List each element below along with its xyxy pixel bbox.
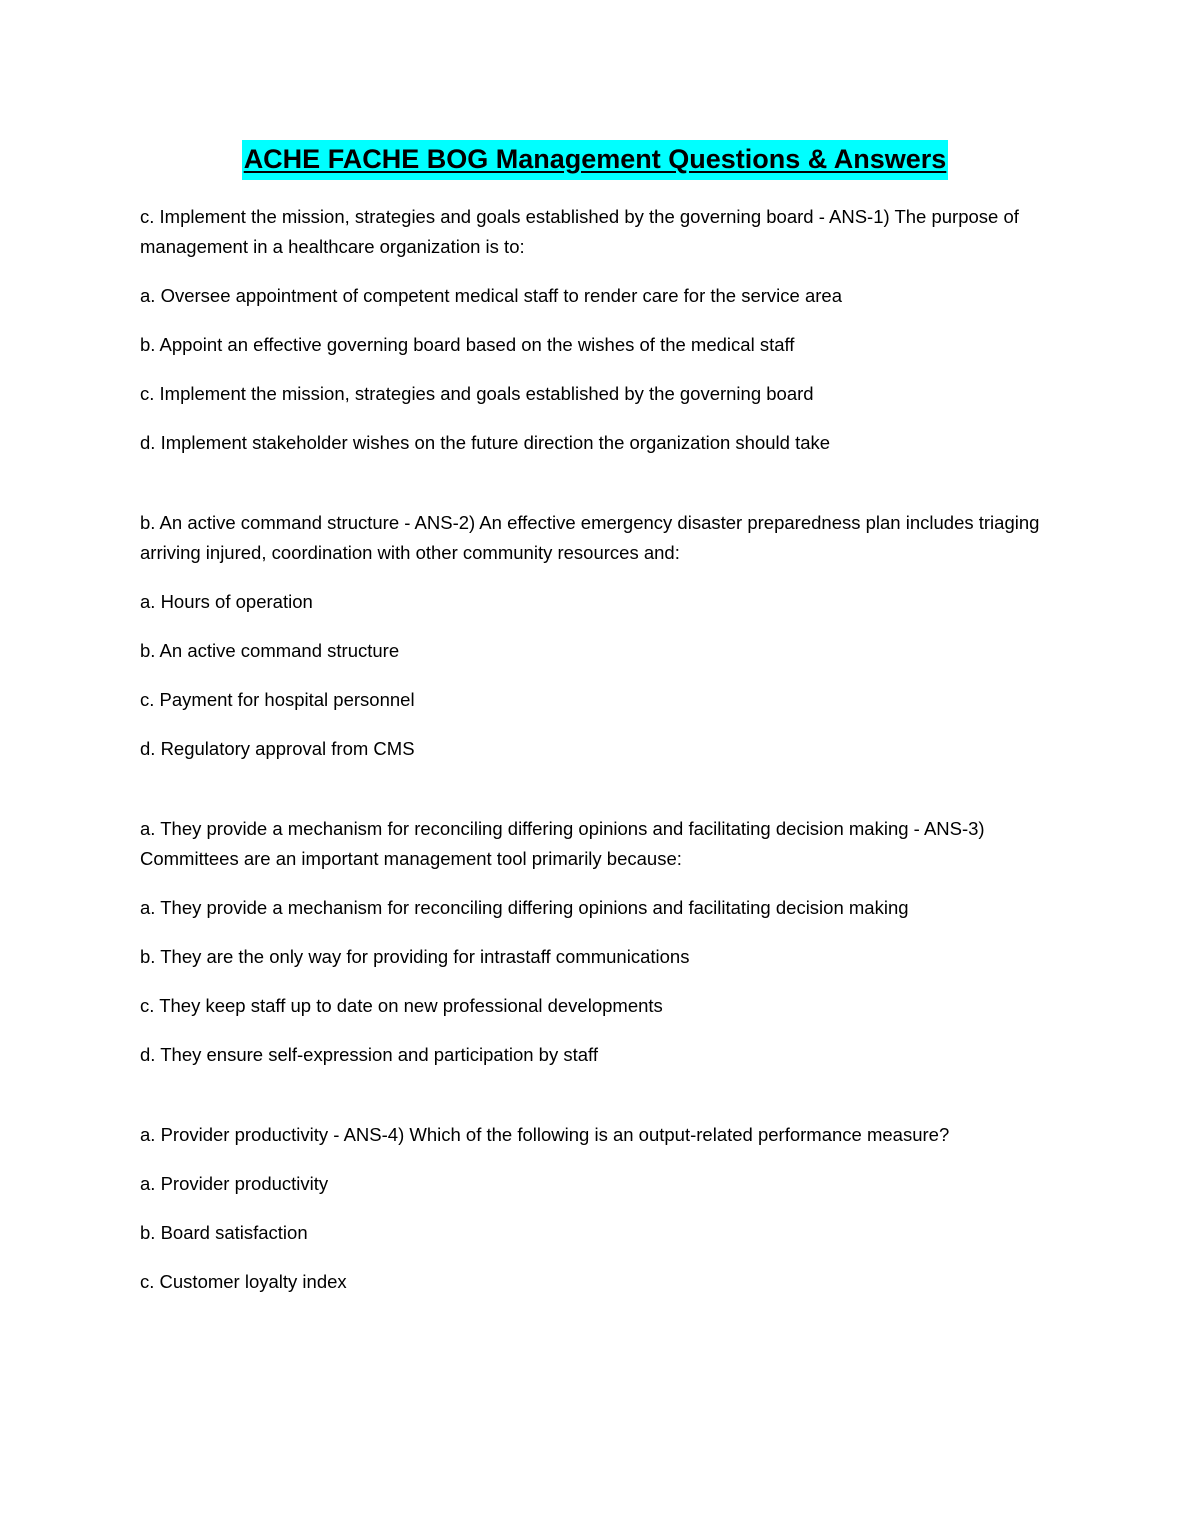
question-block-1 bbox=[140, 202, 1060, 458]
question-block-3 bbox=[140, 814, 1060, 1070]
answer-option: d. They ensure self-expression and participation by staff bbox=[140, 1044, 598, 1065]
question-block-2 bbox=[140, 508, 1060, 764]
title-wrapper bbox=[0, 140, 1190, 180]
answer-option: d. Implement stakeholder wishes on the future direction the organization should take bbox=[140, 432, 831, 453]
question-prompt: a. Provider productivity - ANS-4) Which of the following is an output-related performance measure? bbox=[140, 1124, 950, 1145]
answer-option: c. They keep staff up to date on new professional developments bbox=[140, 995, 663, 1016]
answer-option: a. Oversee appointment of competent medical staff to render care for the service area bbox=[140, 285, 842, 306]
question-prompt: b. An active command structure - ANS-2) An effective emergency disaster preparedness plan includes triaging arriving injured, coordination with other community resources and: bbox=[140, 512, 1040, 563]
answer-option: c. Payment for hospital personnel bbox=[140, 689, 415, 710]
answer-option: d. Regulatory approval from CMS bbox=[140, 738, 415, 759]
answer-option: b. Board satisfaction bbox=[140, 1222, 308, 1243]
answer-option: a. Provider productivity bbox=[140, 1173, 329, 1194]
answer-option: b. Appoint an effective governing board based on the wishes of the medical staff bbox=[140, 334, 795, 355]
answer-option: b. An active command structure bbox=[140, 640, 400, 661]
answer-option: b. They are the only way for providing for intrastaff communications bbox=[140, 946, 690, 967]
question-prompt: a. They provide a mechanism for reconciling differing opinions and facilitating decision making - ANS-3) Committees are an important management tool primarily because: bbox=[140, 818, 985, 869]
page-title: ACHE FACHE BOG Management Questions & Answers bbox=[242, 140, 949, 180]
answer-option: a. They provide a mechanism for reconciling differing opinions and facilitating decision making bbox=[140, 897, 909, 918]
question-prompt: c. Implement the mission, strategies and goals established by the governing board - ANS-1) The purpose of management in a healthcare organization is to: bbox=[140, 206, 1019, 257]
questions-content bbox=[140, 202, 1060, 1347]
answer-option: c. Customer loyalty index bbox=[140, 1271, 347, 1292]
question-block-4 bbox=[140, 1120, 1060, 1297]
answer-option: a. Hours of operation bbox=[140, 591, 313, 612]
answer-option: c. Implement the mission, strategies and goals established by the governing board bbox=[140, 383, 814, 404]
